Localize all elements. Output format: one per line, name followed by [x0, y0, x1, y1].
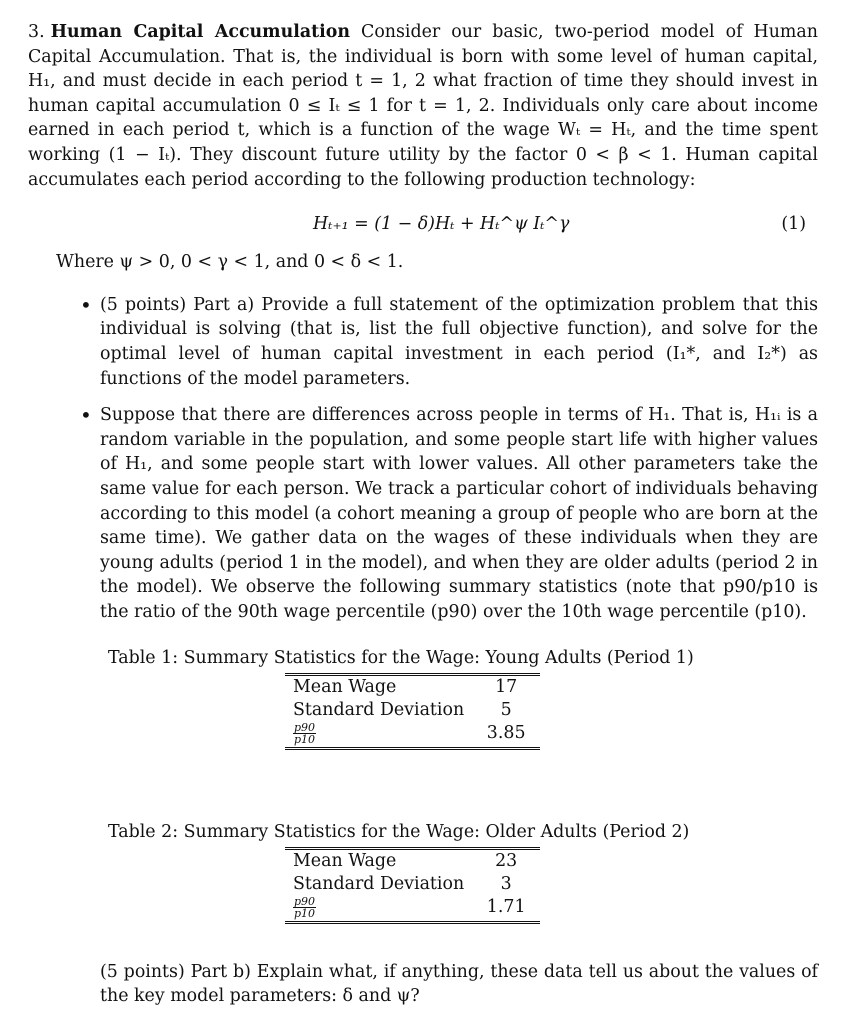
- production-equation: [28, 202, 818, 246]
- row-label: [285, 896, 472, 923]
- question-intro-text: Consider our basic, two-period model of Human Capital Accumulation. That is, the individual is born with some level of human capital, H₁, and must decide in each period t = 1, 2 what fraction of time they should invest in human capital accumulation 0 ≤ Iₜ ≤ 1 for t = 1, 2. Individuals only care about income earned in each period t, which is a function of the wage Wₜ = Hₜ, and the time spent working (1 − Iₜ). They discount future utility by the factor 0 < β < 1. Human capital accumulates each period according to the following production technology:: [28, 22, 818, 190]
- table-row: [285, 896, 540, 923]
- parameter-conditions: Where ψ > 0, 0 < γ < 1, and 0 < δ < 1.: [56, 252, 404, 273]
- problem-document: [28, 20, 818, 1026]
- row-label: Mean Wage: [293, 850, 397, 871]
- row-label: Standard Deviation: [293, 873, 465, 894]
- question-intro-paragraph: [28, 20, 818, 192]
- table-row: [285, 873, 540, 896]
- row-label: [285, 722, 472, 749]
- table-1: [285, 673, 540, 750]
- table-row: [285, 675, 540, 700]
- row-label: Standard Deviation: [293, 700, 465, 721]
- percentile-ratio-fraction: [293, 722, 316, 745]
- question-number: 3.: [28, 22, 45, 42]
- table-row: [285, 699, 540, 722]
- fraction-numerator: p90: [294, 894, 316, 908]
- row-value: 17: [495, 677, 518, 698]
- table-2: [285, 847, 540, 924]
- row-value: 3: [500, 873, 512, 894]
- question-parts-list: [28, 293, 818, 625]
- fraction-denominator: p10: [294, 906, 316, 920]
- data-description-item: • Suppose that there are differences across people in terms of H₁. That is, H₁ᵢ is a random variable in the population, and some people start life with higher values of H₁, and some people start with lower values. All other parameters take the same value for each person. We track a particular cohort of individuals behaving according to this model (a cohort meaning a group of people who are born at the same time). We gather data on the wages of these individuals when they are young adults (period 1 in the model), and when they are older adults (period 2 in the model). We observe the following summary statistics (note that p90/p10 is the ratio of the 90th wage percentile (p90) over the 10th wage percentile (p10).: [28, 403, 818, 624]
- part-b-text: (5 points) Part b) Explain what, if anything, these data tell us about the values of the key model parameters: δ and ψ?: [100, 961, 818, 1007]
- table-1-caption: Table 1: Summary Statistics for the Wage: Young Adults (Period 1): [108, 648, 694, 669]
- equation-number: (1): [781, 214, 806, 235]
- row-value: 1.71: [486, 896, 526, 917]
- table-row: [285, 848, 540, 873]
- row-value: 3.85: [486, 723, 526, 744]
- percentile-ratio-fraction: [293, 896, 316, 919]
- equation-body: Hₜ₊₁ = (1 − δ)Hₜ + Hₜ^ψ Iₜ^γ: [313, 214, 570, 235]
- part-a-item: • (5 points) Part a) Provide a full statement of the optimization problem that this individual is solving (that is, list the full objective function), and solve for the optimal level of human capital investment in each period (I₁*, and I₂*) as functions of the model parameters.: [28, 293, 818, 391]
- row-value: 23: [495, 850, 518, 871]
- table-2-caption: Table 2: Summary Statistics for the Wage: Older Adults (Period 2): [108, 822, 690, 843]
- table-row: [285, 722, 540, 749]
- row-label: Mean Wage: [293, 677, 397, 698]
- fraction-denominator: p10: [294, 733, 316, 747]
- row-value: 5: [500, 700, 512, 721]
- question-title: Human Capital Accumulation: [50, 22, 350, 42]
- fraction-numerator: p90: [294, 721, 316, 735]
